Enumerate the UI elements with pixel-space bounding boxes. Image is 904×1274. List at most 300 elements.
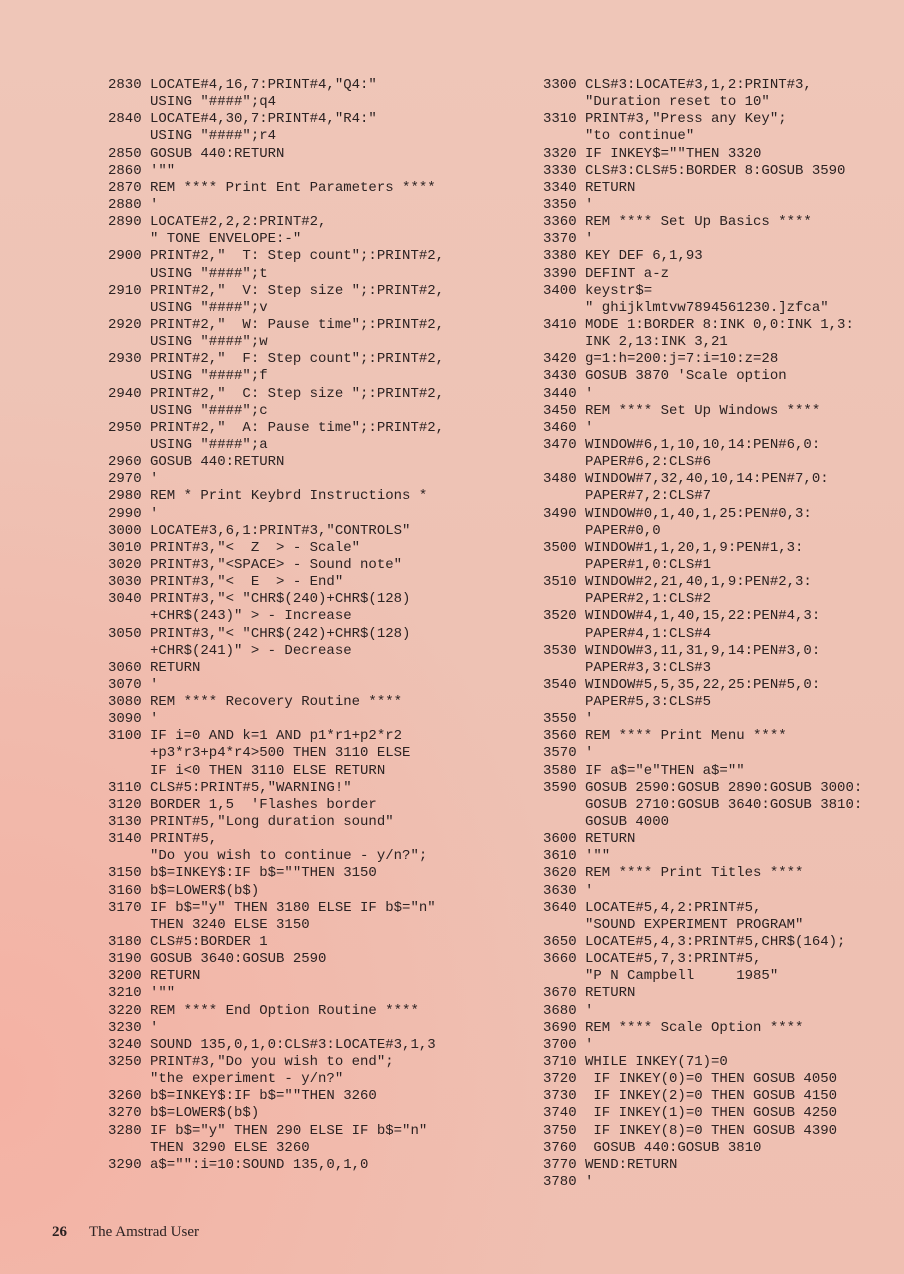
code-line xyxy=(108,608,444,625)
code-line xyxy=(108,368,444,385)
code-text: GOSUB 440:RETURN xyxy=(150,454,285,471)
code-line xyxy=(108,968,444,985)
code-text: PRINT#3,"< "CHR$(240)+CHR$(128) xyxy=(150,591,411,608)
code-line xyxy=(543,300,862,317)
line-number: 3610 xyxy=(543,848,577,865)
page-number: 26 xyxy=(52,1224,67,1240)
line-number: 2980 xyxy=(108,488,142,505)
code-text: b$=LOWER$(b$) xyxy=(150,882,260,899)
code-text: PAPER#3,3:CLS#3 xyxy=(585,659,712,676)
line-number: 3460 xyxy=(543,419,577,436)
code-line xyxy=(108,865,444,882)
code-line xyxy=(108,146,444,163)
code-text: GOSUB 440:GOSUB 3810 xyxy=(585,1139,762,1156)
code-text: MODE 1:BORDER 8:INK 0,0:INK 1,3: xyxy=(585,316,854,333)
code-line xyxy=(543,403,862,420)
code-line xyxy=(108,471,444,488)
code-text: " TONE ENVELOPE:-" xyxy=(150,231,302,248)
line-number: 2890 xyxy=(108,214,142,231)
line-number: 3510 xyxy=(543,574,577,591)
code-text: CLS#3:CLS#5:BORDER 8:GOSUB 3590 xyxy=(585,162,846,179)
code-text: +CHR$(241)" > - Decrease xyxy=(150,642,352,659)
code-text: ' xyxy=(585,1002,594,1019)
code-line xyxy=(108,1105,444,1122)
code-line xyxy=(543,146,862,163)
code-line xyxy=(108,128,444,145)
code-line xyxy=(543,1123,862,1140)
code-text: WINDOW#6,1,10,10,14:PEN#6,0: xyxy=(585,436,821,453)
code-line xyxy=(543,591,862,608)
line-number: 3670 xyxy=(543,985,577,1002)
code-text: IF INKEY(0)=0 THEN GOSUB 4050 xyxy=(585,1071,838,1088)
code-line xyxy=(543,1174,862,1191)
line-number: 3130 xyxy=(108,814,142,831)
code-text: IF b$="y" THEN 290 ELSE IF b$="n" xyxy=(150,1122,428,1139)
code-text: b$=INKEY$:IF b$=""THEN 3260 xyxy=(150,1088,377,1105)
code-text: USING "####";a xyxy=(150,436,268,453)
line-number: 2870 xyxy=(108,179,142,196)
line-number: 3370 xyxy=(543,231,577,248)
line-number: 3190 xyxy=(108,951,142,968)
line-number: 3550 xyxy=(543,711,577,728)
code-text: PAPER#0,0 xyxy=(585,522,661,539)
code-line xyxy=(108,1054,444,1071)
code-text: GOSUB 440:RETURN xyxy=(150,145,285,162)
line-number: 3580 xyxy=(543,762,577,779)
code-line xyxy=(108,728,444,745)
code-text: g=1:h=200:j=7:i=10:z=28 xyxy=(585,351,779,368)
code-text: PRINT#5, xyxy=(150,831,218,848)
code-text: ' xyxy=(585,385,594,402)
listing-left-column xyxy=(108,77,444,1174)
line-number: 3090 xyxy=(108,711,142,728)
code-text: ' xyxy=(150,711,159,728)
line-number: 2880 xyxy=(108,196,142,213)
code-line xyxy=(108,1003,444,1020)
code-text: PRINT#3,"<SPACE> - Sound note" xyxy=(150,556,403,573)
code-text: LOCATE#3,6,1:PRINT#3,"CONTROLS" xyxy=(150,522,411,539)
code-text: KEY DEF 6,1,93 xyxy=(585,248,703,265)
line-number: 3450 xyxy=(543,402,577,419)
line-number: 3710 xyxy=(543,1054,577,1071)
code-text: WINDOW#0,1,40,1,25:PEN#0,3: xyxy=(585,505,812,522)
code-text: WINDOW#2,21,40,1,9:PEN#2,3: xyxy=(585,574,812,591)
code-line xyxy=(543,351,862,368)
code-line xyxy=(543,677,862,694)
line-number: 3120 xyxy=(108,796,142,813)
code-line xyxy=(108,797,444,814)
code-text: PAPER#7,2:CLS#7 xyxy=(585,488,712,505)
code-text: REM **** Recovery Routine **** xyxy=(150,694,403,711)
line-number: 3590 xyxy=(543,779,577,796)
code-line xyxy=(108,883,444,900)
code-line xyxy=(108,420,444,437)
code-text: IF a$="e"THEN a$="" xyxy=(585,762,745,779)
code-line xyxy=(108,557,444,574)
code-line xyxy=(108,351,444,368)
code-line xyxy=(543,763,862,780)
line-number: 3220 xyxy=(108,1002,142,1019)
code-line xyxy=(108,934,444,951)
line-number: 3270 xyxy=(108,1105,142,1122)
line-number: 3500 xyxy=(543,539,577,556)
code-text: GOSUB 3870 'Scale option xyxy=(585,368,787,385)
code-line xyxy=(543,1088,862,1105)
code-text: GOSUB 2590:GOSUB 2890:GOSUB 3000: xyxy=(585,779,863,796)
code-line xyxy=(543,111,862,128)
code-line xyxy=(108,1088,444,1105)
line-number: 2920 xyxy=(108,316,142,333)
code-text: "P N Campbell 1985" xyxy=(585,968,779,985)
code-text: DEFINT a-z xyxy=(585,265,670,282)
code-line xyxy=(108,848,444,865)
code-line xyxy=(108,266,444,283)
line-number: 3530 xyxy=(543,642,577,659)
code-line xyxy=(543,266,862,283)
line-number: 3420 xyxy=(543,351,577,368)
code-text: ' xyxy=(585,711,594,728)
line-number: 3630 xyxy=(543,882,577,899)
code-line xyxy=(543,523,862,540)
code-line xyxy=(108,197,444,214)
code-line xyxy=(543,934,862,951)
code-line xyxy=(543,660,862,677)
code-text: IF INKEY(1)=0 THEN GOSUB 4250 xyxy=(585,1105,838,1122)
line-number: 3750 xyxy=(543,1122,577,1139)
code-line xyxy=(108,540,444,557)
code-line xyxy=(543,283,862,300)
line-number: 3720 xyxy=(543,1071,577,1088)
code-line xyxy=(543,968,862,985)
line-number: 3050 xyxy=(108,625,142,642)
code-line xyxy=(543,1003,862,1020)
code-line xyxy=(543,248,862,265)
code-text: REM **** Print Titles **** xyxy=(585,865,804,882)
code-line xyxy=(108,591,444,608)
line-number: 3520 xyxy=(543,608,577,625)
line-number: 3380 xyxy=(543,248,577,265)
code-text: IF i<0 THEN 3110 ELSE RETURN xyxy=(150,762,386,779)
code-line xyxy=(108,660,444,677)
code-text: PAPER#1,0:CLS#1 xyxy=(585,556,712,573)
code-text: RETURN xyxy=(150,968,201,985)
line-number: 3490 xyxy=(543,505,577,522)
code-line xyxy=(543,574,862,591)
line-number: 2830 xyxy=(108,77,142,93)
line-number: 3770 xyxy=(543,1156,577,1173)
line-number: 3280 xyxy=(108,1122,142,1139)
code-text: "SOUND EXPERIMENT PROGRAM" xyxy=(585,916,804,933)
code-line xyxy=(543,540,862,557)
code-text: USING "####";f xyxy=(150,368,268,385)
code-text: ' xyxy=(150,676,159,693)
code-text: IF INKEY(2)=0 THEN GOSUB 4150 xyxy=(585,1088,838,1105)
code-text: +CHR$(243)" > - Increase xyxy=(150,608,352,625)
line-number: 3160 xyxy=(108,882,142,899)
code-line xyxy=(108,386,444,403)
line-number: 3210 xyxy=(108,985,142,1002)
code-line xyxy=(108,574,444,591)
code-line xyxy=(108,506,444,523)
line-number: 3140 xyxy=(108,831,142,848)
code-line xyxy=(543,745,862,762)
line-number: 3300 xyxy=(543,77,577,93)
code-text: REM * Print Keybrd Instructions * xyxy=(150,488,428,505)
code-text: '"" xyxy=(585,848,611,865)
code-line xyxy=(543,1037,862,1054)
code-line xyxy=(543,1140,862,1157)
code-text: PRINT#2," T: Step count";:PRINT#2, xyxy=(150,248,445,265)
code-text: RETURN xyxy=(585,179,636,196)
code-text: PRINT#2," A: Pause time";:PRINT#2, xyxy=(150,419,445,436)
code-line xyxy=(543,197,862,214)
code-line xyxy=(543,557,862,574)
code-line xyxy=(108,454,444,471)
code-line xyxy=(543,780,862,797)
line-number: 3150 xyxy=(108,865,142,882)
code-line xyxy=(108,231,444,248)
code-text: PRINT#2," W: Pause time";:PRINT#2, xyxy=(150,316,445,333)
line-number: 3690 xyxy=(543,1019,577,1036)
code-line xyxy=(108,626,444,643)
line-number: 3760 xyxy=(543,1139,577,1156)
code-line xyxy=(108,677,444,694)
code-line xyxy=(543,488,862,505)
line-number: 3730 xyxy=(543,1088,577,1105)
code-text: SOUND 135,0,1,0:CLS#3:LOCATE#3,1,3 xyxy=(150,1036,436,1053)
code-line xyxy=(543,214,862,231)
code-text: LOCATE#5,4,3:PRINT#5,CHR$(164); xyxy=(585,934,846,951)
line-number: 3700 xyxy=(543,1036,577,1053)
line-number: 3620 xyxy=(543,865,577,882)
line-number: 3100 xyxy=(108,728,142,745)
code-line xyxy=(108,711,444,728)
code-text: ' xyxy=(150,1019,159,1036)
line-number: 2960 xyxy=(108,454,142,471)
code-text: '"" xyxy=(150,985,176,1002)
code-line xyxy=(543,180,862,197)
code-line xyxy=(543,831,862,848)
line-number: 3040 xyxy=(108,591,142,608)
code-line xyxy=(543,386,862,403)
line-number: 3340 xyxy=(543,179,577,196)
code-text: PRINT#3,"< Z > - Scale" xyxy=(150,539,361,556)
code-line xyxy=(108,334,444,351)
line-number: 3070 xyxy=(108,676,142,693)
code-line xyxy=(543,231,862,248)
code-text: " ghijklmtvw7894561230.]zfca" xyxy=(585,299,829,316)
code-text: WEND:RETURN xyxy=(585,1156,678,1173)
code-line xyxy=(543,420,862,437)
code-text: ' xyxy=(585,745,594,762)
code-line xyxy=(108,214,444,231)
code-line xyxy=(543,1157,862,1174)
code-line xyxy=(543,77,862,94)
line-number: 3170 xyxy=(108,899,142,916)
code-text: WINDOW#5,5,35,22,25:PEN#5,0: xyxy=(585,676,821,693)
code-text: PRINT#3,"< "CHR$(242)+CHR$(128) xyxy=(150,625,411,642)
line-number: 3330 xyxy=(543,162,577,179)
code-text: IF INKEY$=""THEN 3320 xyxy=(585,145,762,162)
code-line xyxy=(543,437,862,454)
code-text: THEN 3240 ELSE 3150 xyxy=(150,916,310,933)
code-text: BORDER 1,5 'Flashes border xyxy=(150,796,377,813)
line-number: 3350 xyxy=(543,196,577,213)
code-line xyxy=(108,900,444,917)
line-number: 3640 xyxy=(543,899,577,916)
code-line xyxy=(543,94,862,111)
code-line xyxy=(108,437,444,454)
line-number: 3540 xyxy=(543,676,577,693)
code-line xyxy=(108,1020,444,1037)
code-text: INK 2,13:INK 3,21 xyxy=(585,334,728,351)
code-text: CLS#3:LOCATE#3,1,2:PRINT#3, xyxy=(585,77,812,93)
code-text: ' xyxy=(585,882,594,899)
line-number: 3600 xyxy=(543,831,577,848)
code-line xyxy=(543,814,862,831)
line-number: 3250 xyxy=(108,1054,142,1071)
line-number: 3020 xyxy=(108,556,142,573)
line-number: 3440 xyxy=(543,385,577,402)
line-number: 2860 xyxy=(108,162,142,179)
code-text: WINDOW#1,1,20,1,9:PEN#1,3: xyxy=(585,539,804,556)
line-number: 3410 xyxy=(543,316,577,333)
code-text: PAPER#5,3:CLS#5 xyxy=(585,694,712,711)
line-number: 3320 xyxy=(543,145,577,162)
code-text: GOSUB 2710:GOSUB 3640:GOSUB 3810: xyxy=(585,796,863,813)
line-number: 3240 xyxy=(108,1036,142,1053)
code-line xyxy=(543,797,862,814)
code-text: PRINT#2," V: Step size ";:PRINT#2, xyxy=(150,282,445,299)
line-number: 2840 xyxy=(108,111,142,128)
code-text: GOSUB 3640:GOSUB 2590 xyxy=(150,951,327,968)
code-line xyxy=(108,694,444,711)
code-text: ' xyxy=(585,1174,594,1190)
line-number: 3060 xyxy=(108,659,142,676)
line-number: 3310 xyxy=(543,111,577,128)
code-line xyxy=(543,917,862,934)
code-line xyxy=(108,745,444,762)
code-text: a$="":i=10:SOUND 135,0,1,0 xyxy=(150,1156,369,1173)
code-line xyxy=(543,985,862,1002)
code-text: WINDOW#4,1,40,15,22:PEN#4,3: xyxy=(585,608,821,625)
code-text: ' xyxy=(150,196,159,213)
line-number: 2940 xyxy=(108,385,142,402)
line-number: 2970 xyxy=(108,471,142,488)
line-number: 2850 xyxy=(108,145,142,162)
line-number: 3260 xyxy=(108,1088,142,1105)
code-text: WINDOW#7,32,40,10,14:PEN#7,0: xyxy=(585,471,829,488)
code-line xyxy=(543,334,862,351)
code-text: PRINT#5,"Long duration sound" xyxy=(150,814,394,831)
code-text: USING "####";c xyxy=(150,402,268,419)
line-number: 3390 xyxy=(543,265,577,282)
code-line xyxy=(108,1071,444,1088)
line-number: 3780 xyxy=(543,1174,577,1190)
code-text: b$=INKEY$:IF b$=""THEN 3150 xyxy=(150,865,377,882)
code-text: LOCATE#5,7,3:PRINT#5, xyxy=(585,951,762,968)
line-number: 3080 xyxy=(108,694,142,711)
code-text: "Duration reset to 10" xyxy=(585,94,770,111)
code-line xyxy=(543,1020,862,1037)
code-line xyxy=(108,643,444,660)
code-line xyxy=(108,917,444,934)
publication-name: The Amstrad User xyxy=(89,1224,199,1240)
code-line xyxy=(543,454,862,471)
code-line xyxy=(108,94,444,111)
code-text: CLS#5:PRINT#5,"WARNING!" xyxy=(150,779,352,796)
line-number: 3430 xyxy=(543,368,577,385)
line-number: 3000 xyxy=(108,522,142,539)
line-number: 3360 xyxy=(543,214,577,231)
code-text: REM **** End Option Routine **** xyxy=(150,1002,419,1019)
code-line xyxy=(108,300,444,317)
code-text: PRINT#3,"Do you wish to end"; xyxy=(150,1054,394,1071)
code-text: "the experiment - y/n?" xyxy=(150,1071,344,1088)
code-text: "to continue" xyxy=(585,128,695,145)
code-text: REM **** Print Ent Parameters **** xyxy=(150,179,436,196)
code-text: GOSUB 4000 xyxy=(585,814,670,831)
code-line xyxy=(543,128,862,145)
code-text: REM **** Print Menu **** xyxy=(585,728,787,745)
code-text: +p3*r3+p4*r4>500 THEN 3110 ELSE xyxy=(150,745,411,762)
code-text: ' xyxy=(150,505,159,522)
line-number: 3660 xyxy=(543,951,577,968)
code-text: keystr$= xyxy=(585,282,653,299)
code-text: PAPER#2,1:CLS#2 xyxy=(585,591,712,608)
code-text: ' xyxy=(585,1036,594,1053)
code-line xyxy=(543,848,862,865)
code-line xyxy=(108,985,444,1002)
code-text: LOCATE#2,2,2:PRINT#2, xyxy=(150,214,327,231)
line-number: 3010 xyxy=(108,539,142,556)
code-line xyxy=(108,111,444,128)
line-number: 3110 xyxy=(108,779,142,796)
code-text: USING "####";w xyxy=(150,334,268,351)
code-line xyxy=(108,763,444,780)
code-text: WINDOW#3,11,31,9,14:PEN#3,0: xyxy=(585,642,821,659)
code-text: USING "####";t xyxy=(150,265,268,282)
code-line xyxy=(108,317,444,334)
code-text: '"" xyxy=(150,162,176,179)
line-number: 3470 xyxy=(543,436,577,453)
line-number: 3570 xyxy=(543,745,577,762)
code-line xyxy=(108,283,444,300)
code-text: RETURN xyxy=(585,831,636,848)
code-line xyxy=(543,728,862,745)
code-line xyxy=(543,317,862,334)
code-text: LOCATE#4,16,7:PRINT#4,"Q4:" xyxy=(150,77,377,93)
code-line xyxy=(543,900,862,917)
code-line xyxy=(543,471,862,488)
code-line xyxy=(543,643,862,660)
code-text: REM **** Set Up Basics **** xyxy=(585,214,812,231)
code-line xyxy=(543,694,862,711)
code-line xyxy=(108,1037,444,1054)
code-text: PRINT#3,"Press any Key"; xyxy=(585,111,787,128)
line-number: 3680 xyxy=(543,1002,577,1019)
code-line xyxy=(108,523,444,540)
line-number: 3030 xyxy=(108,574,142,591)
code-line xyxy=(543,626,862,643)
code-line xyxy=(543,368,862,385)
code-text: RETURN xyxy=(585,985,636,1002)
line-number: 2990 xyxy=(108,505,142,522)
code-text: IF b$="y" THEN 3180 ELSE IF b$="n" xyxy=(150,899,436,916)
line-number: 3650 xyxy=(543,934,577,951)
code-text: RETURN xyxy=(150,659,201,676)
line-number: 3740 xyxy=(543,1105,577,1122)
